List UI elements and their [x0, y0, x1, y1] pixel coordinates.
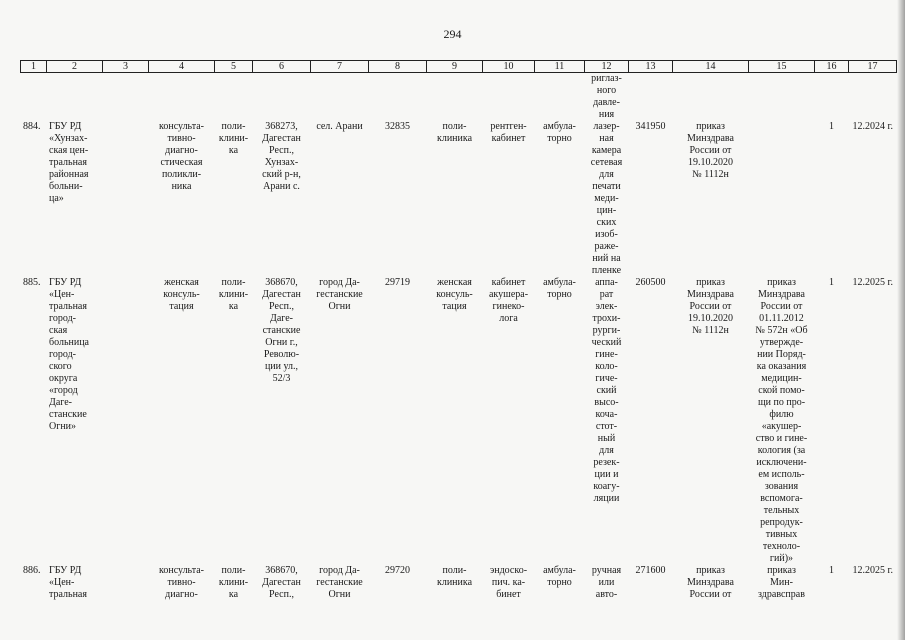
- institution-cell: ГБУ РД «Хунзах- ская цен- тральная районная больни- ца»: [49, 121, 89, 204]
- care-condition-cell: амбула- торно: [543, 121, 576, 144]
- column-header: 14: [673, 61, 749, 73]
- col3-cell: [103, 565, 149, 601]
- subdivision-cell: консульта- тивно- диагно- стическая поликли- ника: [159, 121, 204, 192]
- scan-edge-shadow: [897, 0, 905, 640]
- header-row: [21, 61, 897, 73]
- date-cell: 12.2024 г.: [852, 121, 893, 132]
- room-cell: эндоско- пич. ка- бинет: [489, 565, 528, 600]
- quantity-cell: 1: [829, 565, 834, 576]
- column-header: 2: [47, 61, 103, 73]
- row-number: 886.: [23, 565, 41, 576]
- column-header: 4: [149, 61, 215, 73]
- standard-cell: [749, 121, 815, 277]
- department-cell: поли- клиника: [436, 565, 473, 588]
- row-number: 885.: [23, 277, 41, 288]
- quantity-cell: 1: [829, 121, 834, 132]
- page-number: 294: [443, 27, 462, 41]
- address-cell: 368670, Дагестан Респ.,: [262, 565, 301, 600]
- room-cell: рентген- кабинет: [490, 121, 527, 144]
- equipment-cell: аппа- рат элек- трохи- рурги- ческий гине- коло- гиче- ский высо- коча- стот- ный для резек- ции и коагу- ляции: [591, 277, 622, 504]
- table-row: [21, 121, 897, 277]
- order-cell: приказ Минздрава России от 19.10.2020 № 1112н: [687, 277, 734, 336]
- continuation-row: [21, 73, 897, 122]
- quantity-cell: 1: [829, 277, 834, 288]
- institution-cell: ГБУ РД «Цен- тральная город- ская больница город- ского округа «город Даге- станские Огни»: [49, 277, 89, 432]
- date-cell: 12.2025 г.: [852, 277, 893, 288]
- column-header: 5: [215, 61, 253, 73]
- column-header: 13: [629, 61, 673, 73]
- column-header: 9: [427, 61, 483, 73]
- column-header: 15: [749, 61, 815, 73]
- unit-type-cell: поли- клини- ка: [218, 565, 249, 600]
- col3-cell: [103, 277, 149, 565]
- equipment-code-cell: 260500: [635, 277, 666, 288]
- subdivision-cell: женская консуль- тация: [163, 277, 200, 312]
- column-header: 8: [369, 61, 427, 73]
- locality-cell: город Да- гестанские Огни: [316, 565, 363, 600]
- code-cell: 32835: [385, 121, 410, 132]
- column-header: 1: [21, 61, 47, 73]
- table-row: [21, 565, 897, 601]
- unit-type-cell: поли- клини- ка: [218, 121, 249, 156]
- equipment-cell: лазер- ная камера сетевая для печати меди- цин- ских изоб- раже- ний на пленке: [590, 121, 623, 276]
- column-header: 16: [815, 61, 849, 73]
- address-cell: 368273, Дагестан Респ., Хунзах- ский р-н, Арани с.: [262, 121, 301, 192]
- room-cell: кабинет акушера- гинеко- лога: [488, 277, 529, 324]
- subdivision-cell: консульта- тивно- диагно-: [159, 565, 204, 600]
- order-cell: приказ Минздрава России от 19.10.2020 № 1112н: [687, 121, 734, 180]
- department-cell: поли- клиника: [436, 121, 473, 144]
- institution-cell: ГБУ РД «Цен- тральная: [49, 565, 87, 600]
- column-header: 10: [483, 61, 535, 73]
- equipment-cell: ручная или авто-: [591, 565, 622, 600]
- standard-cell: приказ Мин- здравсправ: [758, 565, 805, 600]
- equipment-code-cell: 341950: [635, 121, 666, 132]
- code-cell: 29720: [385, 565, 410, 576]
- column-header: 17: [849, 61, 897, 73]
- date-cell: 12.2025 г.: [852, 565, 893, 576]
- code-cell: 29719: [385, 277, 410, 288]
- column-header: 6: [253, 61, 311, 73]
- standard-cell: приказ Минздрава России от 01.11.2012 № 572н «Об утвержде- нии Поряд- ка оказания медицин- ской помо- щи по про- филю «акушер- ство и гине- кология (за исключени- ем исполь- зования вспомога- тельных репродук- тивных техноло- гий)»: [755, 277, 808, 564]
- department-cell: женская консуль- тация: [436, 277, 473, 312]
- care-condition-cell: амбула- торно: [543, 277, 576, 300]
- locality-cell: сел. Арани: [316, 121, 363, 132]
- col3-cell: [103, 121, 149, 277]
- locality-cell: город Да- гестанские Огни: [316, 277, 363, 312]
- column-header: 3: [103, 61, 149, 73]
- address-cell: 368670, Дагестан Респ., Даге- станские Огни г., Револю- ции ул., 52/3: [262, 277, 301, 384]
- unit-type-cell: поли- клини- ка: [218, 277, 249, 312]
- column-header: 7: [311, 61, 369, 73]
- column-header: 12: [585, 61, 629, 73]
- column-header: 11: [535, 61, 585, 73]
- order-cell: приказ Минздрава России от: [687, 565, 734, 600]
- table-row: [21, 277, 897, 565]
- equipment-code-cell: 271600: [635, 565, 666, 576]
- equipment-cell: риглаз- ного давле- ния: [591, 73, 622, 120]
- row-number: 884.: [23, 121, 41, 132]
- registry-table: [20, 60, 897, 601]
- care-condition-cell: амбула- торно: [543, 565, 576, 588]
